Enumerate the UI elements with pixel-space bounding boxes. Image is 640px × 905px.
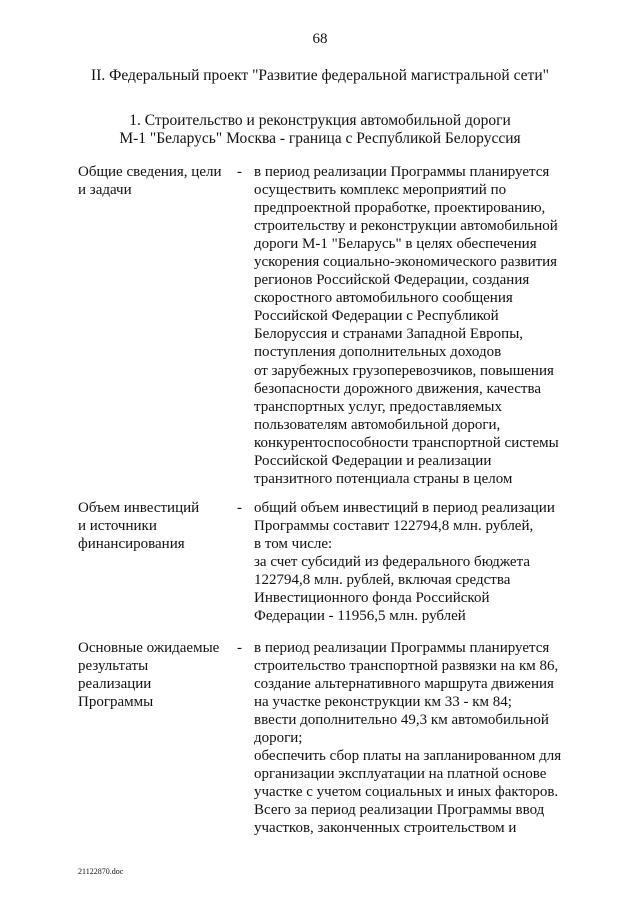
subsection-title-line: 1. Строительство и реконструкция автомобильной дороги	[129, 112, 511, 129]
label-line: и источники	[78, 518, 157, 534]
block-label	[78, 499, 236, 553]
block-label	[78, 163, 236, 199]
text-line: осуществить комплекс мероприятий по	[254, 182, 507, 199]
text-line: от зарубежных грузоперевозчиков, повышения	[254, 362, 554, 379]
text-line: Программы составит 122794,8 млн. рублей,	[254, 518, 534, 535]
subsection-title-line: М-1 "Беларусь" Москва - граница с Республикой Белоруссия	[119, 130, 521, 147]
section-title: II. Федеральный проект "Развитие федеральной магистральной сети"	[91, 67, 549, 84]
separator-dash: -	[237, 640, 242, 656]
text-line: 122794,8 млн. рублей, включая средства	[254, 572, 511, 589]
text-line: предпроектной проработке, проектированию,	[254, 200, 546, 217]
text-line: общий объем инвестиций в период реализации	[254, 500, 555, 516]
label-line: Основные ожидаемые	[78, 640, 220, 656]
text-line: ввести дополнительно 49,3 км автомобильной	[254, 712, 549, 729]
label-line: Программы	[78, 694, 154, 710]
text-line: в период реализации Программы планируется	[254, 640, 550, 656]
text-line: за счет субсидий из федерального бюджета	[254, 554, 530, 571]
text-line: обеспечить сбор платы на запланированном для	[254, 748, 562, 765]
text-line: пользователям автомобильной дороги,	[254, 416, 501, 433]
text-line: регионов Российской Федерации, создания	[254, 272, 530, 289]
text-line: транзитного потенциала страны в целом	[254, 470, 513, 487]
text-line: создание альтернативного маршрута движения	[254, 676, 554, 693]
text-line: Всего за период реализации Программы ввод	[254, 802, 545, 819]
text-line: безопасности дорожного движения, качества	[254, 380, 541, 397]
block-text	[254, 639, 584, 838]
text-line: участков, законченных строительством и	[254, 820, 517, 837]
text-line: Белоруссия и странами Западной Европы,	[254, 326, 524, 343]
page-number: 68	[312, 31, 328, 47]
separator-dash: -	[237, 500, 242, 516]
text-line: Инвестиционного фонда Российской	[254, 590, 490, 607]
block-text	[254, 499, 584, 625]
text-line: на участке реконструкции км 33 - км 84;	[254, 694, 512, 711]
block-text	[254, 163, 584, 488]
text-line: организации эксплуатации на платной основе	[254, 766, 547, 783]
text-line: Федерации - 11956,5 млн. рублей	[254, 608, 466, 625]
text-line: дороги;	[254, 730, 303, 747]
label-line: Объем инвестиций	[78, 500, 200, 516]
block-label	[78, 639, 236, 711]
text-line: ускорения социально-экономического развития	[254, 254, 558, 271]
separator-dash: -	[237, 164, 242, 180]
text-line: скоростного автомобильного сообщения	[254, 290, 513, 307]
text-line: дороги М-1 "Беларусь" в целях обеспечения	[254, 236, 537, 253]
text-line: участке с учетом социальных и иных факторов.	[254, 784, 559, 801]
label-line: Общие сведения, цели	[78, 164, 222, 180]
label-line: и задачи	[78, 182, 132, 198]
text-line: транспортных услуг, предоставляемых	[254, 398, 502, 415]
label-line: результаты	[78, 658, 149, 674]
text-line: Российской Федерации и реализации	[254, 452, 492, 469]
text-line: поступления дополнительных доходов	[254, 344, 502, 361]
text-line: строительство транспортной развязки на км 86,	[254, 658, 559, 675]
text-line: в том числе:	[254, 536, 333, 553]
label-line: финансирования	[78, 536, 185, 552]
text-line: конкурентоспособности транспортной системы	[254, 434, 559, 451]
subsection-title	[0, 112, 640, 148]
text-line: строительству и реконструкции автомобильной	[254, 218, 558, 235]
text-line: Российской Федерации с Республикой	[254, 308, 499, 325]
footer-filename: 21122870.doc	[78, 867, 124, 876]
text-line: в период реализации Программы планируется	[254, 164, 550, 180]
label-line: реализации	[78, 676, 152, 692]
